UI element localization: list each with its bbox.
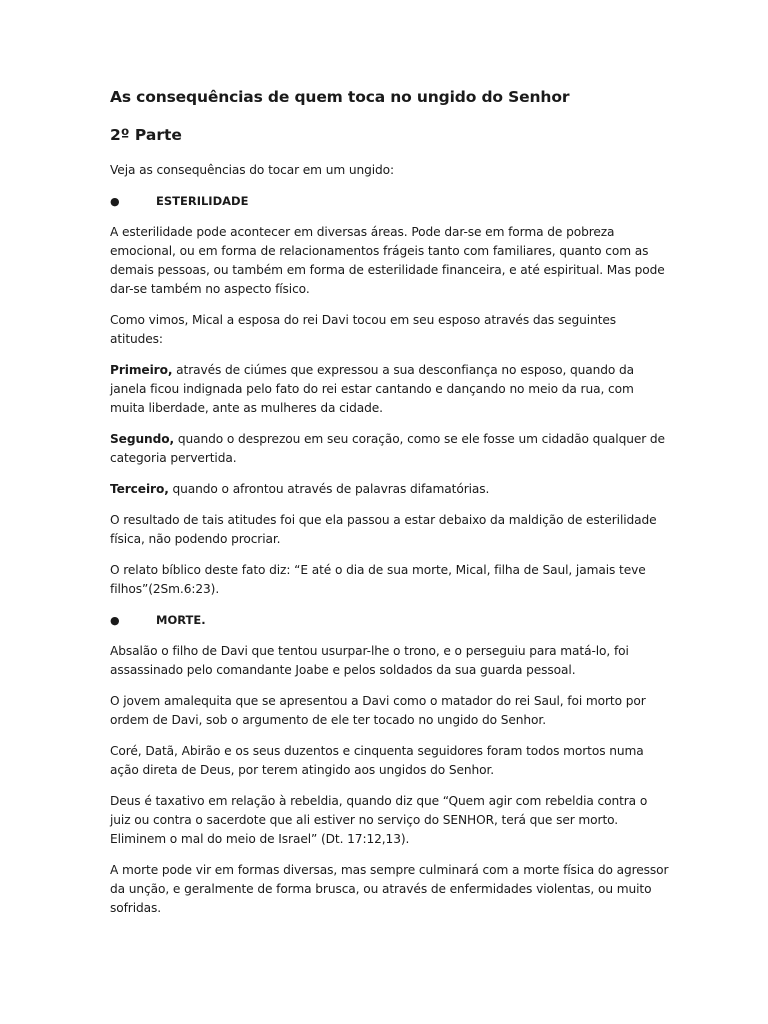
bullet-icon: ●	[110, 614, 120, 627]
paragraph: A morte pode vir em formas diversas, mas sempre culminará com a morte física do agressor da unção, e geralmente de forma brusca, ou através de enfermidades violentas, ou muito sofridas.	[110, 863, 669, 915]
paragraph: O relato bíblico deste fato diz: “E até o dia de sua morte, Mical, filha de Saul, jamais teve filhos”(2Sm.6:23).	[110, 563, 646, 596]
attitude-third	[110, 480, 670, 499]
attitude-second	[110, 430, 670, 468]
paragraph: O jovem amalequita que se apresentou a Davi como o matador do rei Saul, foi morto por ordem de Davi, sob o argumento de ele ter tocado no ungido do Senhor.	[110, 694, 646, 727]
intro-paragraph: Veja as consequências do tocar em um ungido:	[110, 163, 395, 177]
paragraph: A esterilidade pode acontecer em diversas áreas. Pode dar-se em forma de pobreza emocional, ou em forma de relacionamentos frágeis tanto com familiares, quanto com as demais pessoas, ou também em forma de esterilidade financeira, e até espiritual. Mas pode dar-se também no aspecto físico.	[110, 225, 665, 296]
document-title: As consequências de quem toca no ungido do Senhor	[110, 88, 570, 106]
attitude-text: quando o afrontou através de palavras difamatórias.	[168, 482, 490, 496]
section-heading-morte	[110, 611, 670, 630]
paragraph: O resultado de tais atitudes foi que ela passou a estar debaixo da maldição de esterilidade física, não podendo procriar.	[110, 513, 657, 546]
attitude-first	[110, 361, 670, 418]
document-page	[110, 86, 670, 930]
bullet-icon: ●	[110, 195, 120, 208]
section-heading-label: ESTERILIDADE	[156, 194, 249, 208]
attitude-label: Terceiro,	[110, 482, 169, 496]
paragraph: Absalão o filho de Davi que tentou usurpar-lhe o trono, e o perseguiu para matá-lo, foi assassinado pelo comandante Joabe e pelos soldados da sua guarda pessoal.	[110, 644, 629, 677]
section-heading-esterilidade	[110, 192, 670, 211]
paragraph: Deus é taxativo em relação à rebeldia, quando diz que “Quem agir com rebeldia contra o juiz ou contra o sacerdote que ali estiver no serviço do SENHOR, terá que ser morto. Eliminem o mal do meio de Israel” (Dt. 17:12,13).	[110, 794, 648, 846]
attitude-label: Primeiro,	[110, 363, 173, 377]
paragraph: Coré, Datã, Abirão e os seus duzentos e cinquenta seguidores foram todos mortos numa ação direta de Deus, por terem atingido aos ungidos do Senhor.	[110, 744, 644, 777]
document-part: 2º Parte	[110, 126, 182, 144]
paragraph: Como vimos, Mical a esposa do rei Davi tocou em seu esposo através das seguintes atitudes:	[110, 313, 617, 346]
section-heading-label: MORTE.	[156, 613, 206, 627]
attitude-text: através de ciúmes que expressou a sua desconfiança no esposo, quando da janela ficou indignada pelo fato do rei estar cantando e dançando no meio da rua, com muita liberdade, ante as mulheres da cidade.	[110, 363, 635, 415]
attitude-text: quando o desprezou em seu coração, como se ele fosse um cidadão qualquer de categoria pervertida.	[110, 432, 665, 465]
attitude-label: Segundo,	[110, 432, 175, 446]
